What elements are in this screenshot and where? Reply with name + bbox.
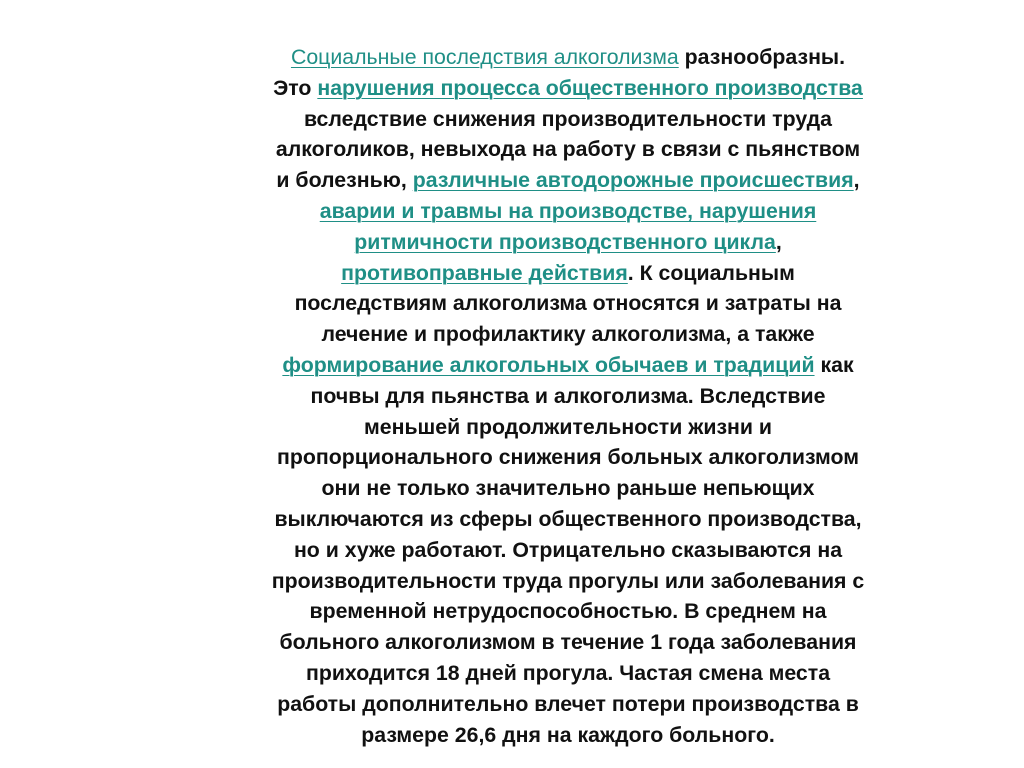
link-unlawful-actions[interactable]: противоправные действия (341, 260, 628, 285)
link-production-rhythm[interactable]: ритмичности производственного цикла (354, 229, 776, 254)
text-line (198, 535, 938, 566)
text-segment: . К социальным (627, 260, 795, 285)
text-line (198, 689, 938, 720)
text-segment: больного алкоголизмом в течение 1 года заболевания (279, 630, 857, 655)
text-segment: размере 26,6 дня на каждого больного. (361, 722, 775, 747)
text-line (198, 473, 938, 504)
link-production-disruption[interactable]: нарушения процесса общественного производства (317, 75, 863, 100)
text-segment: работы дополнительно влечет потери производства в (277, 691, 859, 716)
link-road-accidents[interactable]: различные автодорожные происшествия (412, 168, 854, 193)
text-line (198, 442, 938, 473)
text-segment: алкоголиков, невыхода на работу в связи с пьянством (275, 137, 861, 162)
text-line (198, 381, 938, 412)
text-segment: , (853, 168, 860, 193)
link-social-consequences[interactable]: Социальные последствия алкоголизма (290, 45, 679, 69)
main-text (198, 42, 938, 750)
text-line (198, 566, 938, 597)
text-line (198, 196, 938, 227)
text-line (198, 412, 938, 443)
text-segment: приходится 18 дней прогула. Частая смена места (305, 660, 831, 685)
text-segment: временной нетрудоспособностью. В среднем на (309, 599, 827, 624)
link-industrial-accidents[interactable]: аварии и травмы на производстве, нарушения (319, 198, 817, 223)
text-segment: как (814, 352, 854, 377)
text-segment: последствиям алкоголизма относятся и затраты на (294, 291, 842, 316)
text-segment: Это (273, 75, 318, 100)
text-segment: и болезнью, (276, 168, 413, 193)
text-line (198, 288, 938, 319)
text-line (198, 350, 938, 381)
text-line (198, 134, 938, 165)
text-line (198, 720, 938, 751)
text-segment: , (775, 229, 782, 254)
text-segment: меньшей продолжительности жизни и (364, 414, 772, 439)
text-segment: вследствие снижения производительности труда (303, 106, 833, 131)
text-line (198, 596, 938, 627)
text-segment: разнообразны. (678, 45, 846, 69)
text-line (198, 227, 938, 258)
text-line (198, 319, 938, 350)
text-line (198, 104, 938, 135)
text-line (198, 258, 938, 289)
text-line (198, 658, 938, 689)
text-line (198, 504, 938, 535)
text-segment: почвы для пьянства и алкоголизма. Вследствие (310, 383, 826, 408)
text-line (198, 42, 938, 73)
text-segment: производительности труда прогулы или заболевания с (271, 568, 865, 593)
text-segment: пропорционального снижения больных алкоголизмом (277, 445, 859, 470)
text-line (198, 165, 938, 196)
text-segment: они не только значительно раньше непьющих (321, 476, 815, 501)
text-line (198, 73, 938, 104)
text-line (198, 627, 938, 658)
text-segment: но и хуже работают. Отрицательно сказываются на (293, 537, 843, 562)
text-segment: лечение и профилактику алкоголизма, а также (321, 322, 815, 347)
link-alcohol-customs[interactable]: формирование алкогольных обычаев и традиций (282, 352, 815, 377)
text-segment: выключаются из сферы общественного производства, (274, 506, 862, 531)
